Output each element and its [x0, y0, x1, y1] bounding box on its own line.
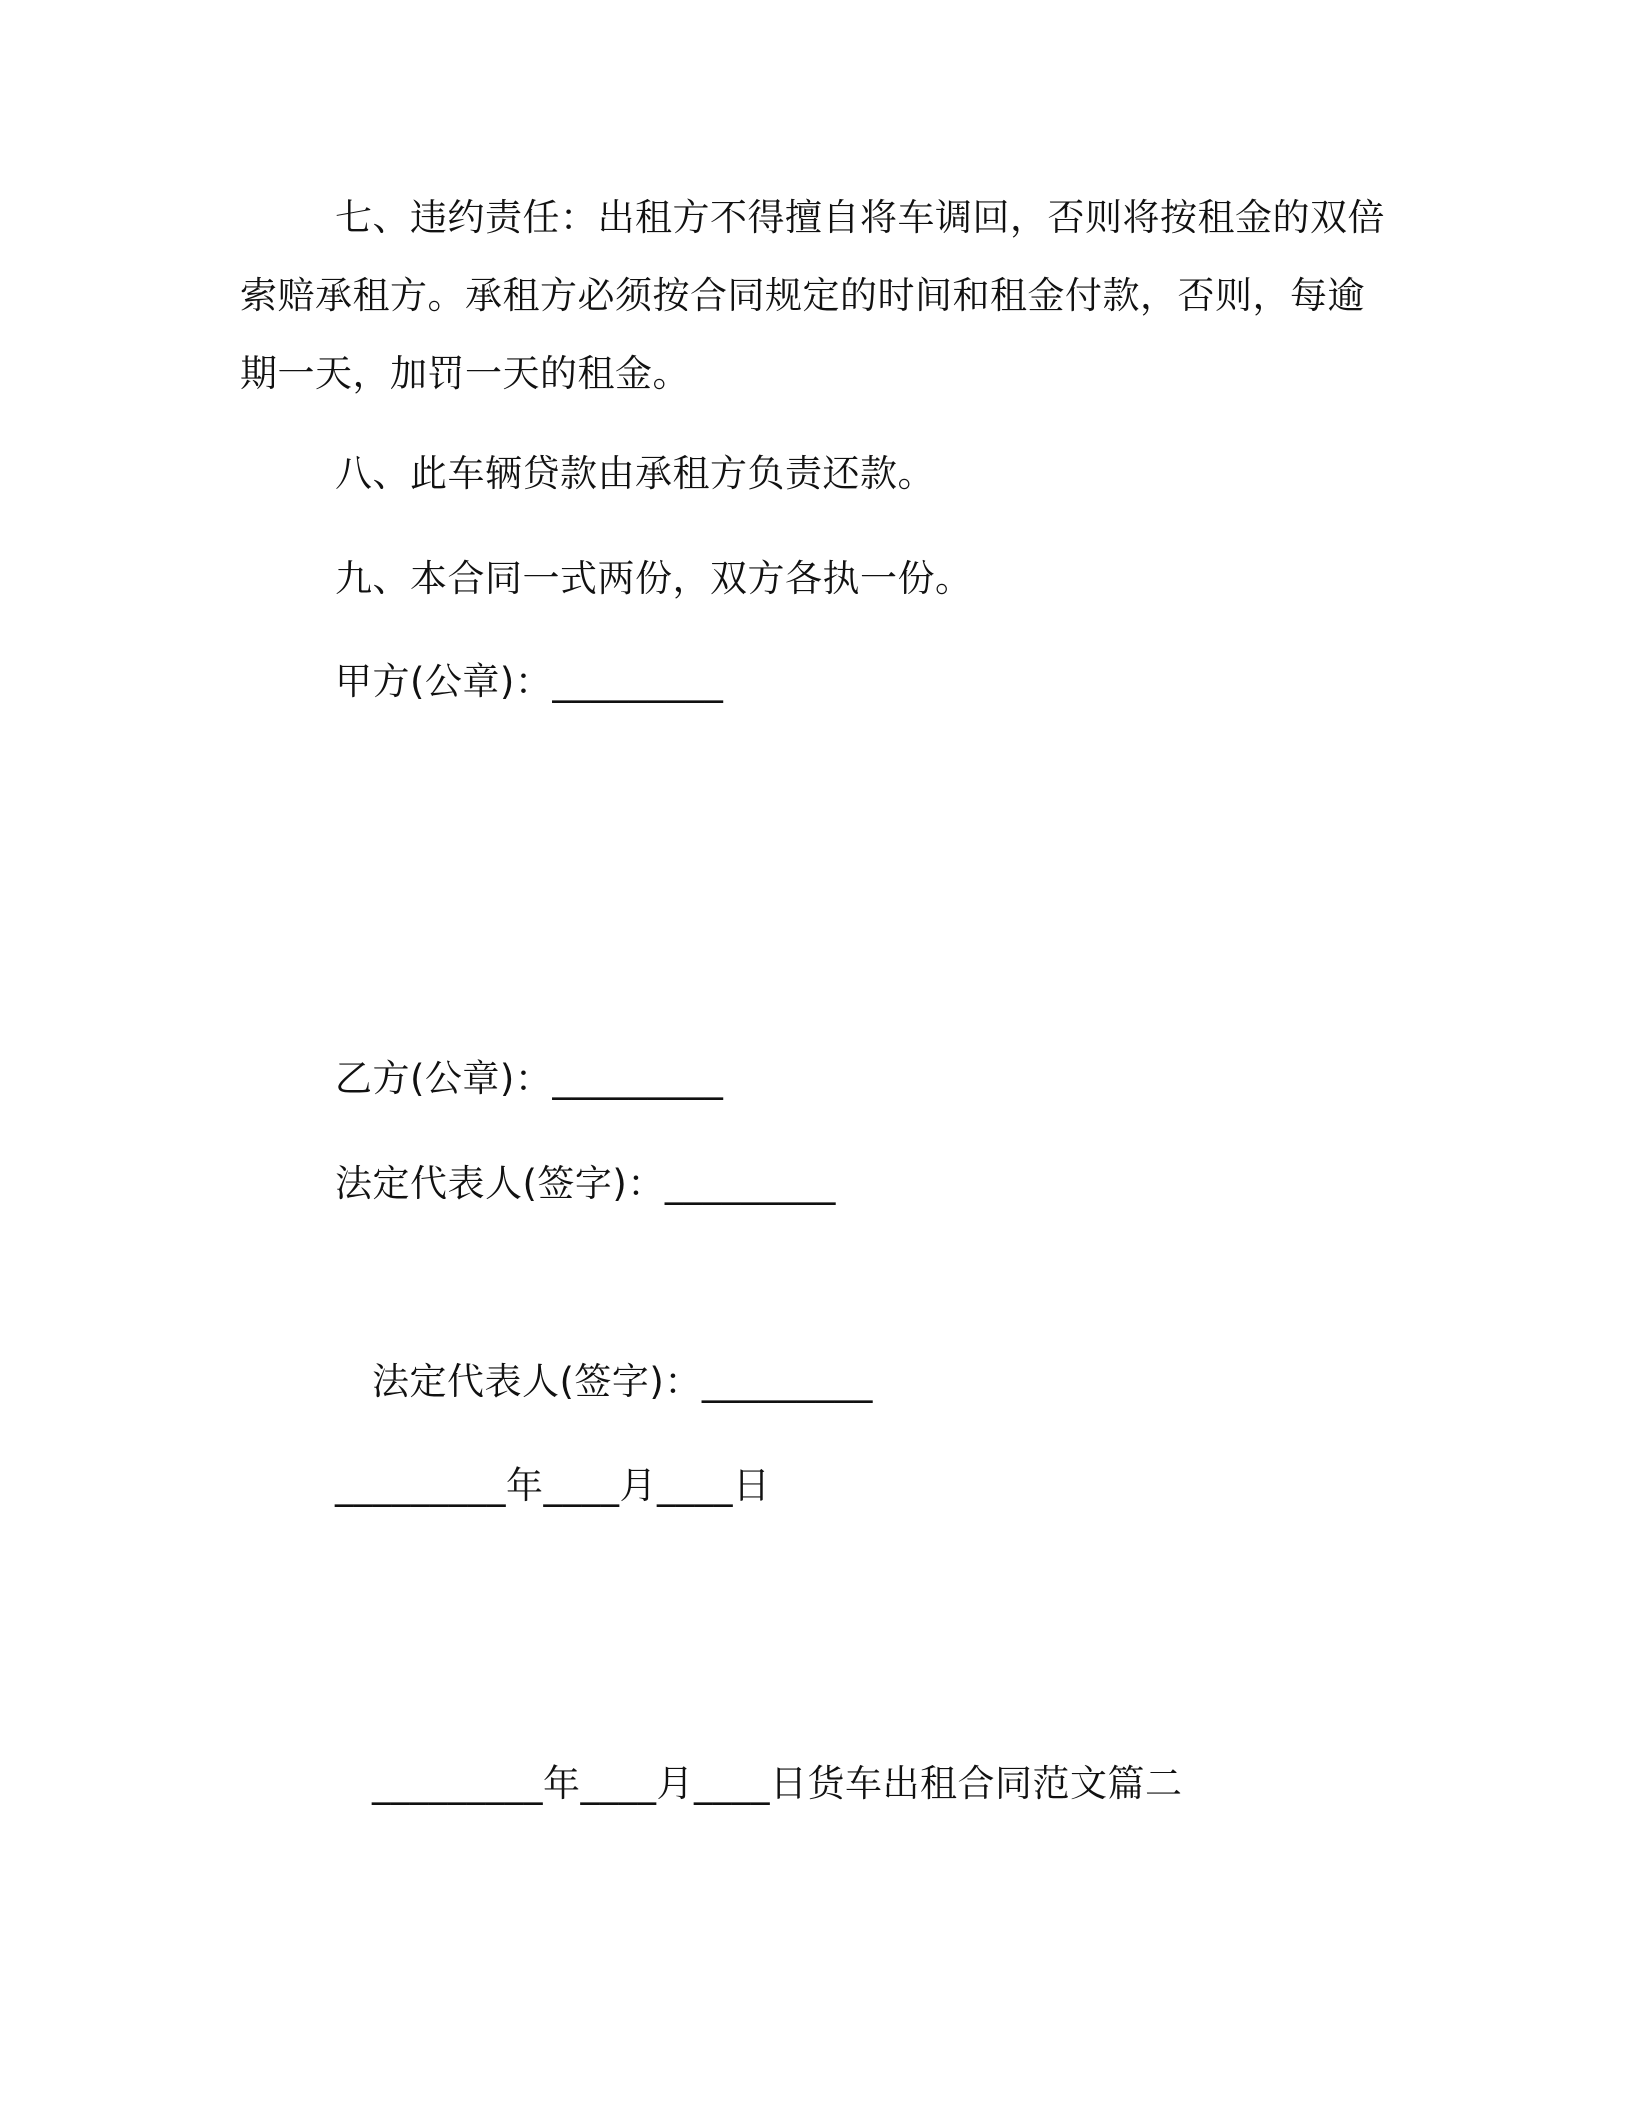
legal-representative-signature-1: 法定代表人(签字)：_________ [335, 1162, 836, 1205]
signing-date: _________年____月____日 [335, 1464, 771, 1507]
legal-representative-signature-2: 法定代表人(签字)：_________ [372, 1360, 873, 1403]
clause-8: 八、此车辆贷款由承租方负责还款。 [335, 452, 935, 495]
clause-7-line-1: 七、违约责任：出租方不得擅自将车调回，否则将按租金的双倍 [335, 196, 1385, 239]
clause-9: 九、本合同一式两份，双方各执一份。 [335, 557, 973, 600]
party-a-seal: 甲方(公章)：_________ [335, 660, 724, 703]
next-section-title: _________年____月____日货车出租合同范文篇二 [372, 1762, 1183, 1805]
clause-7-line-2: 索赔承租方。承租方必须按合同规定的时间和租金付款，否则，每逾 [240, 274, 1365, 317]
party-b-seal: 乙方(公章)：_________ [335, 1057, 724, 1100]
clause-7-line-3: 期一天，加罚一天的租金。 [240, 352, 690, 395]
